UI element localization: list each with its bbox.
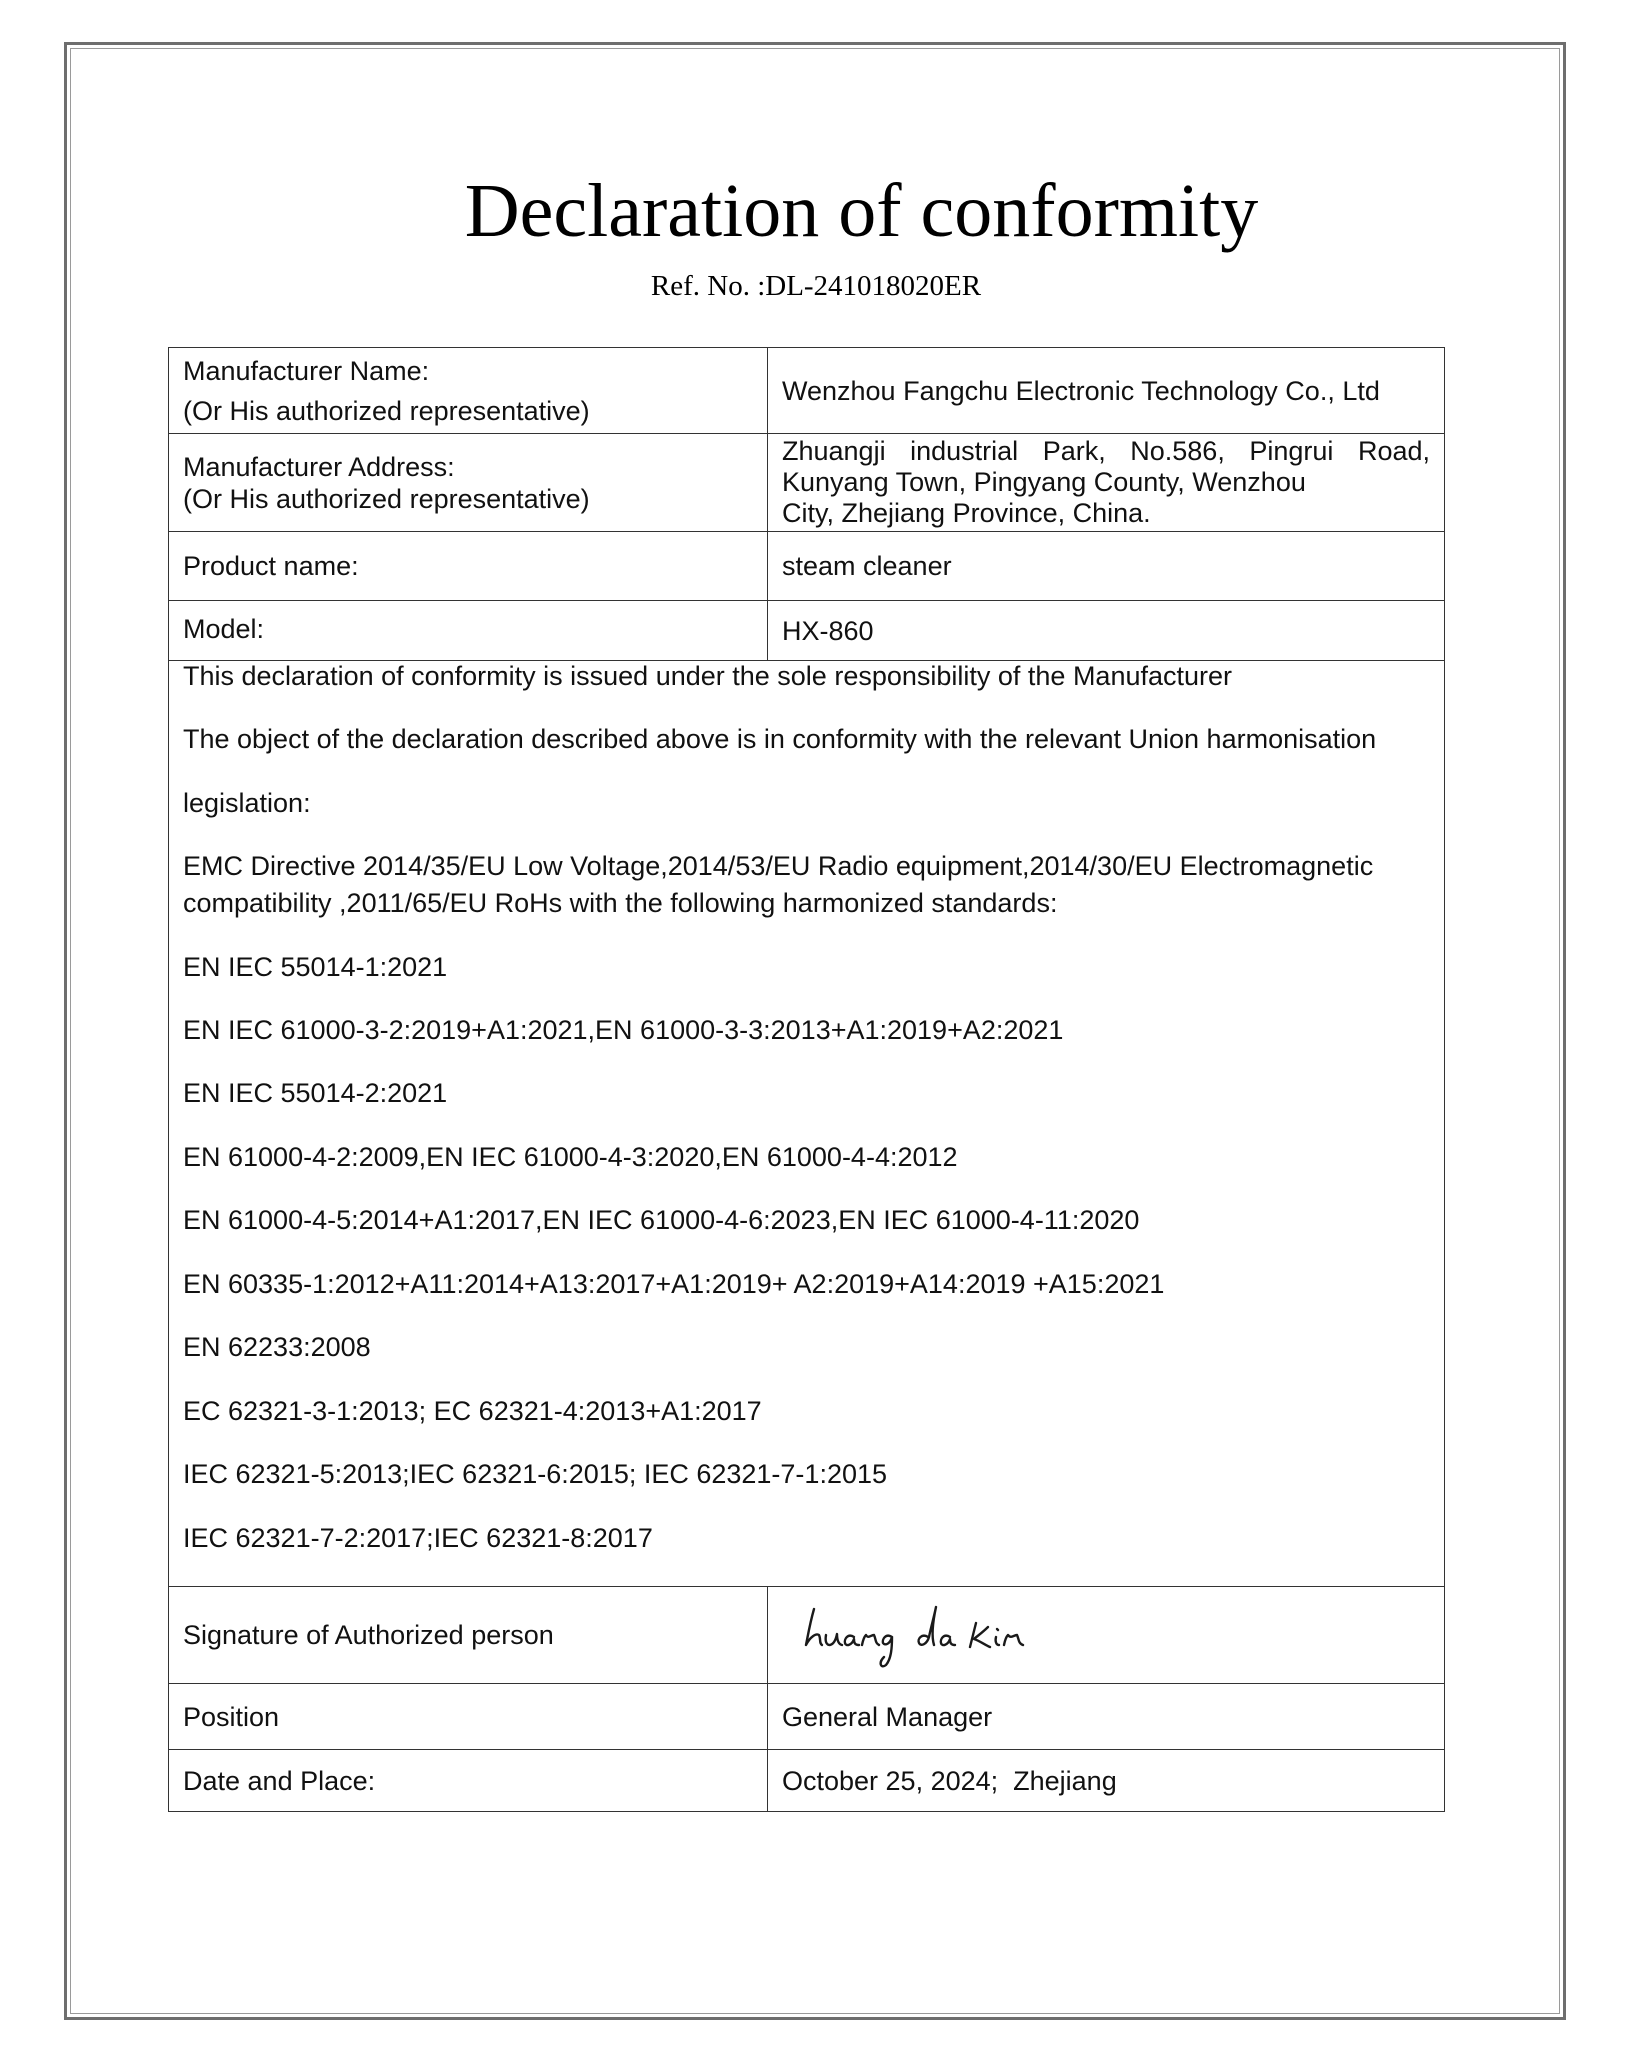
signature-row: [169, 1587, 1444, 1684]
standard-item: EN 61000-4-2:2009,EN IEC 61000-4-3:2020,EN 61000-4-4:2012: [183, 1142, 958, 1172]
reference-number: Ref. No. :DL-241018020ER: [650, 270, 982, 302]
manufacturer-address-line1: Zhuangji industrial Park, No.586, Pingrui Road,: [782, 436, 1430, 466]
manufacturer-name-label-line2: (Or His authorized representative): [183, 395, 590, 426]
declaration-body: [169, 661, 1444, 1587]
standard-item: IEC 62321-5:2013;IEC 62321-6:2015; IEC 62321-7-1:2015: [183, 1459, 888, 1489]
handwritten-signature: [782, 1599, 1082, 1671]
manufacturer-address-row: [169, 434, 1444, 532]
position-label: Position: [169, 1684, 768, 1749]
manufacturer-address-line3: City, Zhejiang Province, China.: [782, 498, 1151, 528]
model-row: [169, 601, 1444, 661]
manufacturer-name-value: [768, 348, 1444, 433]
issued-statement: This declaration of conformity is issued under the sole responsibility of the Manufacturer: [183, 661, 1233, 691]
model-label: Model:: [169, 601, 768, 660]
directives-line2: compatibility ,2011/65/EU RoHs with the following harmonized standards:: [183, 888, 1058, 918]
document-title: Declaration of conformity: [464, 169, 1259, 253]
object-statement-line2: legislation:: [183, 788, 311, 818]
manufacturer-address-value: [768, 434, 1444, 531]
date-place-label: Date and Place:: [169, 1750, 768, 1811]
directives-line1: EMC Directive 2014/35/EU Low Voltage,2014/53/EU Radio equipment,2014/30/EU Electromagnetic: [183, 851, 1374, 881]
date-place-text: October 25, 2024; Zhejiang: [782, 1765, 1117, 1796]
standard-item: EN IEC 55014-1:2021: [183, 952, 448, 982]
signature-label: Signature of Authorized person: [169, 1587, 768, 1683]
standard-item: IEC 62321-7-2:2017;IEC 62321-8:2017: [183, 1523, 653, 1553]
model-value: HX-860: [782, 615, 874, 646]
position-row: [169, 1684, 1444, 1750]
date-place-value: [768, 1750, 1444, 1811]
standard-item: EN IEC 61000-3-2:2019+A1:2021,EN 61000-3-3:2013+A1:2019+A2:2021: [183, 1015, 1064, 1045]
declaration-table: [168, 347, 1445, 1812]
standard-item: EN IEC 55014-2:2021: [183, 1078, 448, 1108]
manufacturer-address-line2: Kunyang Town, Pingyang County, Wenzhou: [782, 467, 1306, 497]
standard-item: EC 62321-3-1:2013; EC 62321-4:2013+A1:2017: [183, 1396, 762, 1426]
manufacturer-address-label-line2: (Or His authorized representative): [183, 483, 590, 514]
standard-item: EN 60335-1:2012+A11:2014+A13:2017+A1:2019+ A2:2019+A14:2019 +A15:2021: [183, 1269, 1165, 1299]
product-name-row: [169, 532, 1444, 601]
date-place-row: [169, 1750, 1444, 1811]
manufacturer-name-label-line1: Manufacturer Name:: [183, 355, 430, 386]
standard-item: EN 62233:2008: [183, 1332, 371, 1362]
product-name-label: Product name:: [169, 532, 768, 600]
signature-value: [768, 1587, 1444, 1683]
object-statement-line1: The object of the declaration described above is in conformity with the relevant Union harmonisation: [183, 724, 1377, 754]
standard-item: EN 61000-4-5:2014+A1:2017,EN IEC 61000-4-6:2023,EN IEC 61000-4-11:2020: [183, 1205, 1140, 1235]
manufacturer-name-row: [169, 348, 1444, 434]
product-name-value: steam cleaner: [782, 551, 952, 581]
manufacturer-name-label: [169, 348, 768, 433]
manufacturer-address-label: [169, 434, 768, 531]
manufacturer-name-text: Wenzhou Fangchu Electronic Technology Co., Ltd: [782, 375, 1380, 406]
manufacturer-address-label-line1: Manufacturer Address:: [183, 451, 455, 482]
position-value: General Manager: [782, 1701, 993, 1732]
